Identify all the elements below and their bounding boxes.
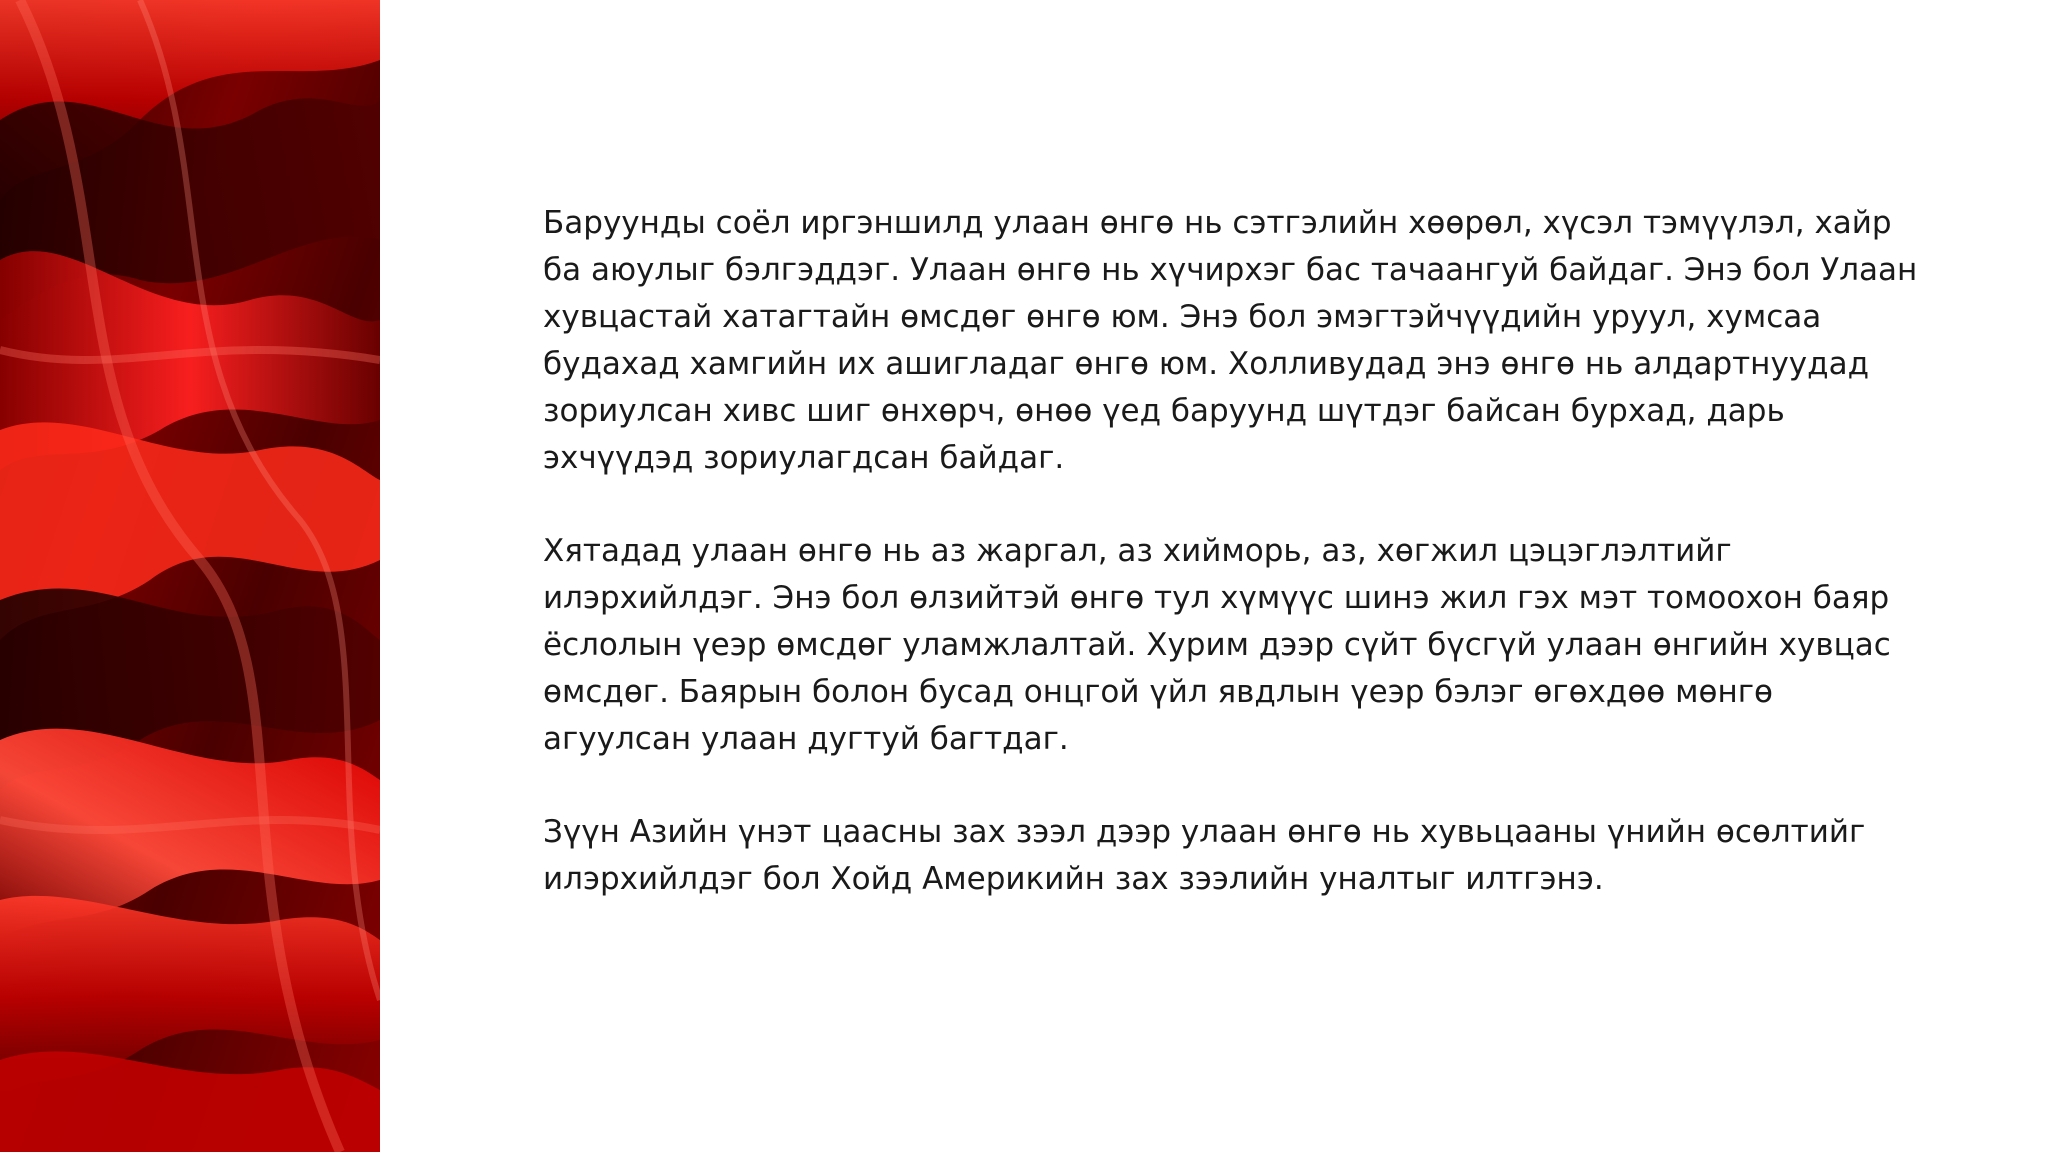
red-silk-icon	[0, 0, 380, 1152]
paragraph-china: Хятадад улаан өнгө нь аз жаргал, аз хийморь, аз, хөгжил цэцэглэлтийг илэрхийлдэг. Энэ бол өлзийтэй өнгө тул хүмүүс шинэ жил гэх мэт томоохон баяр ёслолын үеэр өмсдөг уламжлалтай. Хурим дээр сүйт бүсгүй улаан өнгийн хувцас өмсдөг. Баярын болон бусад онцгой үйл явдлын үеэр бэлэг өгөхдөө мөнгө агуулсан улаан дугтуй багтдаг.	[543, 533, 1891, 757]
body-text	[543, 200, 1923, 903]
paragraph-west: Баруунды соёл иргэншилд улаан өнгө нь сэтгэлийн хөөрөл, хүсэл тэмүүлэл, хайр ба аюулыг бэлгэддэг. Улаан өнгө нь хүчирхэг бас тачаангуй байдаг. Энэ бол Улаан хувцастай хатагтайн өмсдөг өнгө юм. Энэ бол эмэгтэйчүүдийн уруул, хумсаа будахад хамгийн их ашигладаг өнгө юм. Холливудад энэ өнгө нь алдартнуудад зориулсан хивс шиг өнхөрч, өнөө үед баруунд шүтдэг байсан бурхад, дарь эхчүүдэд зориулагдсан байдаг.	[543, 205, 1918, 476]
paragraph-markets: Зүүн Азийн үнэт цаасны зах зээл дээр улаан өнгө нь хувьцааны үнийн өсөлтийг илэрхийлдэг бол Хойд Америкийн зах зээлийн уналтыг илтгэнэ.	[543, 814, 1866, 897]
red-silk-image	[0, 0, 380, 1152]
